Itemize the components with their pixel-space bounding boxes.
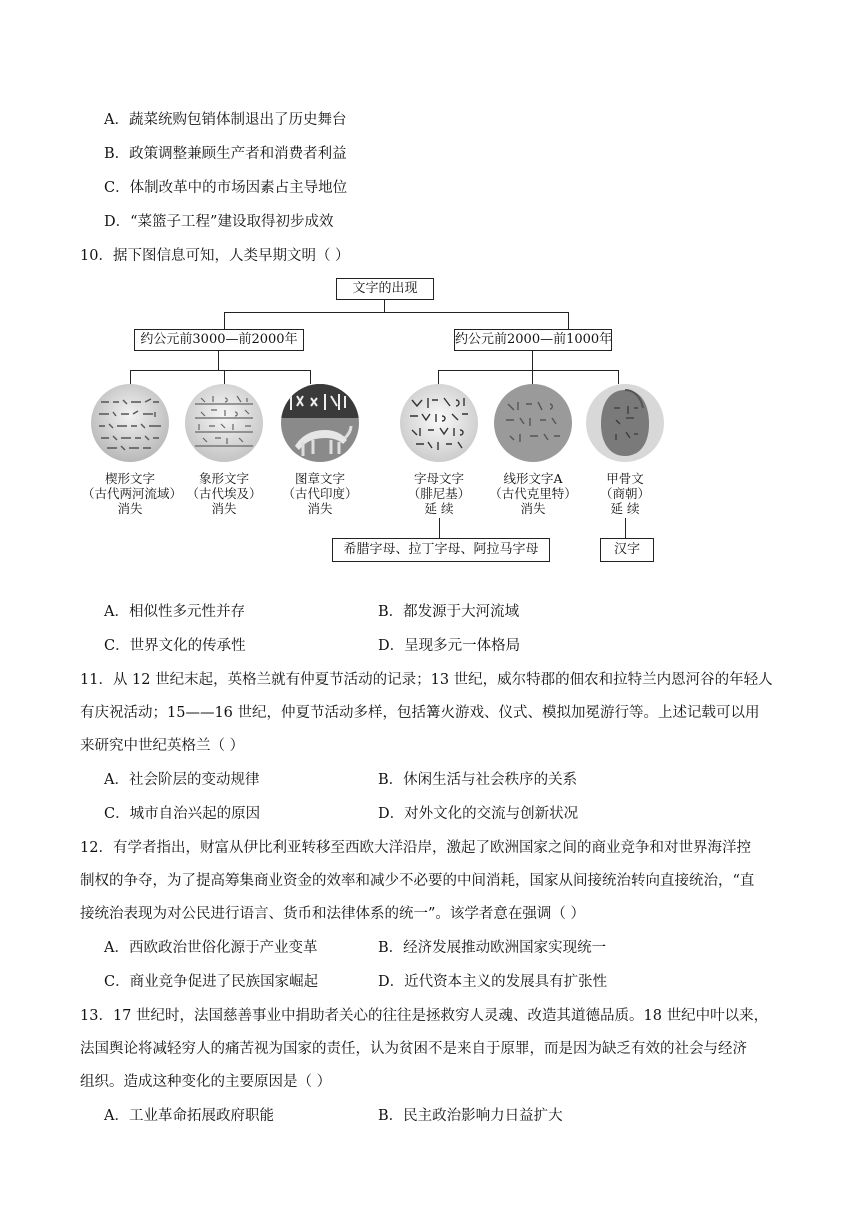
script-region: （商朝） <box>599 486 650 501</box>
q11-option-a: A．社会阶层的变动规律 <box>104 772 260 788</box>
connector-line <box>218 350 219 370</box>
q9-option-d: D．“菜篮子工程”建设取得初步成效 <box>104 214 334 230</box>
connector-line <box>224 312 568 313</box>
connector-line <box>130 370 131 384</box>
script-name: 楔形文字 <box>104 471 155 486</box>
script-name: 线形文字A <box>503 471 563 486</box>
q13-stem-line-1: 13．17 世纪时，法国慈善事业中捐助者关心的往往是拯救穷人灵魂、改造其道德品质。18 世纪中叶以来， <box>80 1008 769 1024</box>
q10-option-a: A．相似性多元性并存 <box>104 604 245 620</box>
q12-option-b: B．经济发展推动欧洲国家实现统一 <box>378 940 607 956</box>
connector-line <box>625 518 626 538</box>
q13-option-b: B．民主政治影响力日益扩大 <box>378 1108 563 1124</box>
q13-option-a: A．工业革命拓展政府职能 <box>104 1108 274 1124</box>
script-name: 字母文字 <box>413 471 464 486</box>
connector-line <box>224 370 225 384</box>
seal-script-image <box>281 384 359 462</box>
cuneiform-image <box>91 384 169 462</box>
oracle-bone-image <box>586 384 664 462</box>
q9-option-a: A．蔬菜统购包销体制退出了历史舞台 <box>104 112 347 128</box>
q9-option-b: B．政策调整兼顾生产者和消费者利益 <box>104 146 347 162</box>
script-name: 甲骨文 <box>606 471 644 486</box>
caption-oracle-bone <box>577 471 673 516</box>
hieroglyph-image <box>185 384 263 462</box>
q11-option-d: D．对外文化的交流与创新状况 <box>378 806 579 822</box>
connector-line <box>310 370 311 384</box>
period-box-right: 约公元前2000—前1000年 <box>454 329 612 351</box>
script-name: 图章文字 <box>294 471 345 486</box>
caption-linear-a <box>485 471 581 516</box>
caption-cuneiform <box>82 471 183 516</box>
script-region: （古代印度） <box>282 486 358 501</box>
q12-stem-line-1: 12．有学者指出，财富从伊比利亚转移至西欧大洋沿岸，激起了欧洲国家之间的商业竞争和对世界海洋控 <box>80 840 751 856</box>
alphabet-descendants-box: 希腊字母、拉丁字母、阿拉马字母 <box>332 538 550 562</box>
q13-stem-line-2: 法国舆论将减轻穷人的痛苦视为国家的责任，认为贫困不是来自于原罪，而是因为缺乏有效的社会与经济 <box>80 1041 747 1057</box>
q11-stem-line-1: 11．从 12 世纪末起，英格兰就有仲夏节活动的记录；13 世纪，威尔特郡的佃农和拉特兰内恩河谷的年轻人 <box>80 672 773 688</box>
q12-option-a: A．西欧政治世俗化源于产业变革 <box>104 940 318 956</box>
q12-stem-line-3: 接统治表现为对公民进行语言、货币和法律体系的统一”。该学者意在强调（ ） <box>80 906 586 922</box>
q11-option-b: B．休闲生活与社会秩序的关系 <box>378 772 578 788</box>
connector-line <box>384 299 385 312</box>
connector-line <box>224 312 225 329</box>
q11-stem-line-3: 来研究中世纪英格兰（ ） <box>80 738 245 754</box>
script-region: （腓尼基） <box>407 486 471 501</box>
script-fate: 消失 <box>117 501 143 516</box>
period-box-left: 约公元前3000—前2000年 <box>134 329 304 351</box>
script-fate: 延 续 <box>610 501 640 516</box>
writing-origin-diagram <box>82 276 688 568</box>
q12-option-d: D．近代资本主义的发展具有扩张性 <box>378 974 608 990</box>
connector-line <box>618 370 619 384</box>
caption-hieroglyph <box>176 471 272 516</box>
q11-stem-line-2: 有庆祝活动；15——16 世纪，仲夏节活动多样，包括篝火游戏、仪式、模拟加冕游行等。上述记载可以用 <box>80 705 760 721</box>
script-fate: 消失 <box>211 501 237 516</box>
connector-line <box>439 518 440 538</box>
q13-stem-line-3: 组织。造成这种变化的主要原因是（ ） <box>80 1074 332 1090</box>
connector-line <box>438 370 618 371</box>
script-region: （古代埃及） <box>186 486 262 501</box>
q10-stem: 10．据下图信息可知，人类早期文明（ ） <box>80 248 350 264</box>
script-name: 象形文字 <box>198 471 249 486</box>
q11-option-c: C．城市自治兴起的原因 <box>104 806 261 822</box>
connector-line <box>532 370 533 384</box>
caption-phoenician <box>391 471 487 516</box>
diagram-root-box: 文字的出现 <box>336 278 434 300</box>
q9-option-c: C．体制改革中的市场因素占主导地位 <box>104 180 348 196</box>
connector-line <box>438 370 439 384</box>
hanzi-box: 汉字 <box>600 538 654 562</box>
q12-stem-line-2: 制权的争夺，为了提高筹集商业资金的效率和减少不必要的中间消耗，国家从间接统治转向直接统治，“直 <box>80 873 755 889</box>
script-region: （古代两河流域） <box>82 486 183 501</box>
q12-option-c: C．商业竞争促进了民族国家崛起 <box>104 974 319 990</box>
q10-option-b: B．都发源于大河流域 <box>378 604 520 620</box>
q10-option-d: D．呈现多元一体格局 <box>378 638 521 654</box>
connector-line <box>568 312 569 329</box>
script-fate: 消失 <box>520 501 546 516</box>
connector-line <box>532 350 533 370</box>
script-region: （古代克里特） <box>489 486 577 501</box>
connector-line <box>130 370 310 371</box>
script-fate: 延 续 <box>424 501 454 516</box>
phoenician-alphabet-image <box>400 384 478 462</box>
q10-option-c: C．世界文化的传承性 <box>104 638 246 654</box>
caption-seal-script <box>272 471 368 516</box>
script-fate: 消失 <box>307 501 333 516</box>
linear-a-image <box>494 384 572 462</box>
